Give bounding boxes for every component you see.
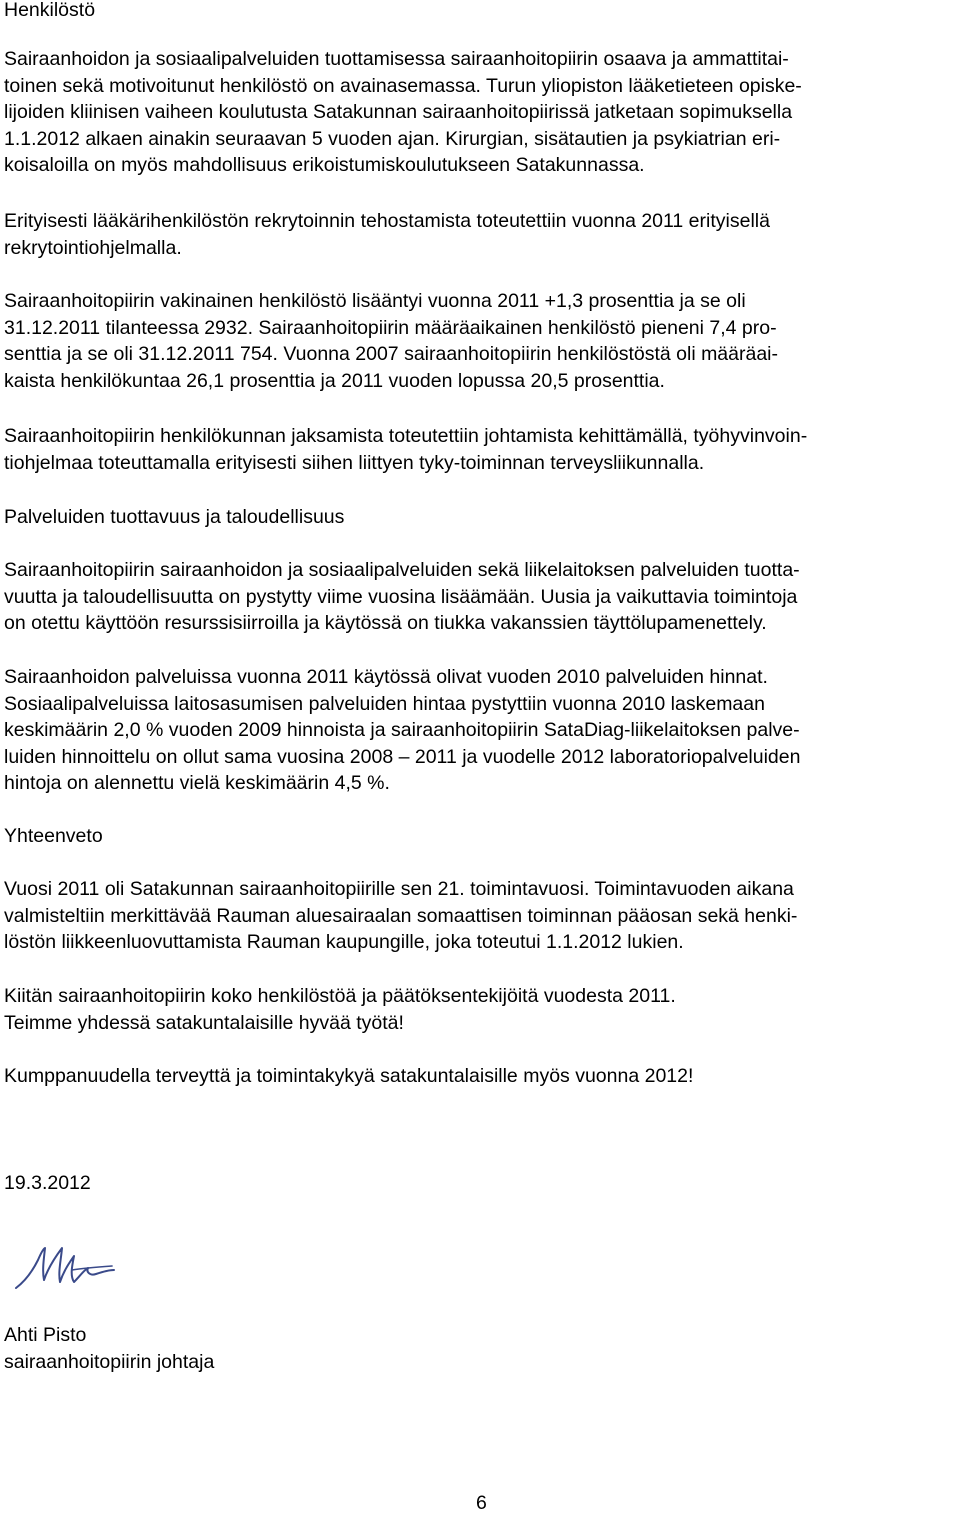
heading-services: Palveluiden tuottavuus ja taloudellisuus bbox=[4, 506, 345, 528]
paragraph-summary: Vuosi 2011 oli Satakunnan sairaanhoitopiirille sen 21. toimintavuosi. Toimintavuoden aikana valmisteltiin merkittävää Rauman aluesairaalan somaattisen toiminnan pääosan sekä henki- löstön liikkeenluovuttamista Rauman kaupungille, joka toteutui 1.1.2012 lukien. bbox=[4, 878, 798, 954]
heading-staff: Henkilöstö bbox=[4, 0, 96, 21]
paragraph-pricing: Sairaanhoidon palveluissa vuonna 2011 käytössä olivat vuoden 2010 palveluiden hinnat. Sosiaalipalveluissa laitosasumisen palveluiden hintaa pystyttiin vuonna 2010 laskemaan keskimäärin 2,0 % vuoden 2009 hinnoista ja sairaanhoitopiirin SataDiag-liikelaitoksen palve- luiden hinnoittelu on ollut sama vuosina 2008 – 2011 ja vuodelle 2012 laboratoriopalveluiden hintoja on alennettu vielä keskimäärin 4,5 %. bbox=[4, 666, 801, 795]
paragraph-staff-intro: Sairaanhoidon ja sosiaalipalveluiden tuottamisessa sairaanhoitopiirin osaava ja ammattitai- toinen sekä motivoitunut henkilöstö on avainasemassa. Turun yliopiston lääketieteen opiske- lijoiden kliinisen vaiheen koulutusta Satakunnan sairaanhoitopiirissä jatketaan sopimuksella 1.1.2012 alkaen ainakin seuraavan 5 vuoden ajan. Kirurgian, sisätautien ja psykiatrian eri- koisaloilla on myös mahdollisuus erikoistumiskoulutukseen Satakunnassa. bbox=[4, 48, 802, 177]
paragraph-staff-figures: Sairaanhoitopiirin vakinainen henkilöstö lisääntyi vuonna 2011 +1,3 prosenttia ja se oli 31.12.2011 tilanteessa 2932. Sairaanhoitopiirin määräaikainen henkilöstö pieneni 7,4 pro- senttia ja se oli 31.12.2011 754. Vuonna 2007 sairaanhoitopiirin henkilöstöstä oli määräai- kaista henkilökuntaa 26,1 prosenttia ja 2011 vuoden lopussa 20,5 prosenttia. bbox=[4, 290, 779, 392]
paragraph-productivity: Sairaanhoitopiirin sairaanhoidon ja sosiaalipalveluiden sekä liikelaitoksen palveluiden tuotta- vuutta ja taloudellisuutta on pystytty viime vuosina lisäämään. Uusia ja vaikuttavia toimintoja on otettu käyttöön resurssisiirroilla ja käytössä on tiukka vakanssien täyttölupamenettely. bbox=[4, 559, 800, 635]
paragraph-motto: Kumppanuudella terveyttä ja toimintakykyä satakuntalaisille myös vuonna 2012! bbox=[4, 1065, 694, 1087]
page-number: 6 bbox=[476, 1492, 487, 1514]
paragraph-recruitment: Erityisesti lääkärihenkilöstön rekrytoinnin tehostamista toteutettiin vuonna 2011 erityisellä rekrytointiohjelmalla. bbox=[4, 210, 770, 259]
heading-summary: Yhteenveto bbox=[4, 825, 103, 847]
signatory-title: sairaanhoitopiirin johtaja bbox=[4, 1350, 215, 1373]
paragraph-thanks: Kiitän sairaanhoitopiirin koko henkilöstöä ja päätöksentekijöitä vuodesta 2011. Teimme yhdessä satakuntalaisille hyvää työtä! bbox=[4, 985, 676, 1034]
paragraph-wellbeing: Sairaanhoitopiirin henkilökunnan jaksamista toteutettiin johtamista kehittämällä, työhyvinvoin- tiohjelmaa toteuttamalla erityisesti siihen liittyen tyky-toiminnan terveysliikunnalla. bbox=[4, 425, 808, 474]
signatory-name: Ahti Pisto bbox=[4, 1324, 87, 1346]
signatory bbox=[4, 1322, 952, 1375]
signature-date: 19.3.2012 bbox=[4, 1172, 91, 1194]
signature-icon bbox=[14, 1240, 119, 1295]
